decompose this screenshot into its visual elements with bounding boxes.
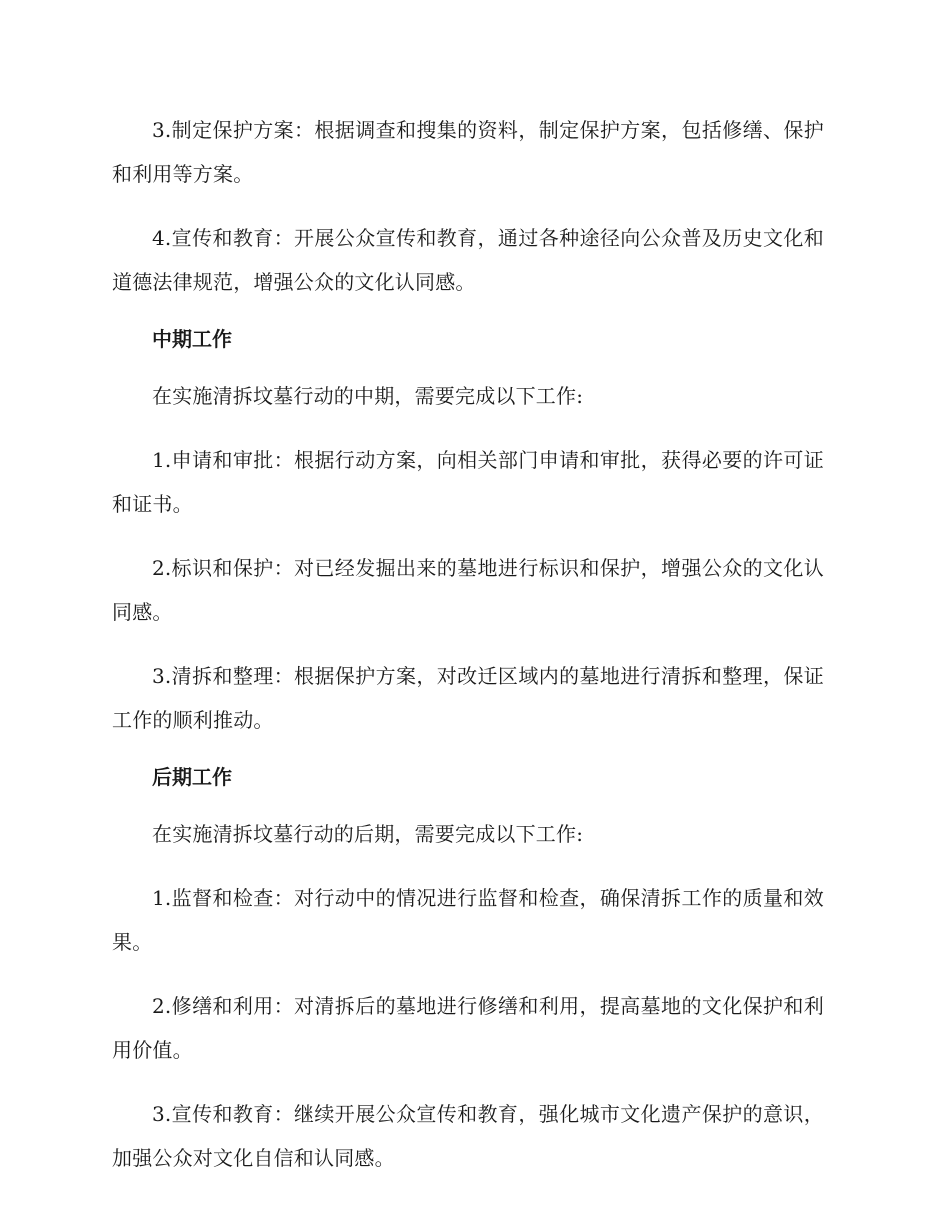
paragraph-protection-plan: 3.制定保护方案：根据调查和搜集的资料，制定保护方案，包括修缮、保护和利用等方案。 [112, 118, 824, 186]
paragraph-supervision-inspection: 1.监督和检查：对行动中的情况进行监督和检查，确保清拆工作的质量和效果。 [112, 886, 824, 954]
paragraph-late-term-intro: 在实施清拆坟墓行动的后期，需要完成以下工作: [152, 822, 584, 846]
document-page [112, 108, 824, 1200]
paragraph-marking-protection: 2.标识和保护：对已经发掘出来的墓地进行标识和保护，增强公众的文化认同感。 [112, 556, 824, 624]
paragraph-application-approval: 1.申请和审批：根据行动方案，向相关部门申请和审批，获得必要的许可证和证书。 [112, 448, 824, 516]
paragraph-continued-publicity: 3.宣传和教育：继续开展公众宣传和教育，强化城市文化遗产保护的意识，加强公众对文化自信和认同感。 [112, 1102, 824, 1170]
paragraph-repair-utilization: 2.修缮和利用：对清拆后的墓地进行修缮和利用，提高墓地的文化保护和利用价值。 [112, 994, 824, 1062]
heading-mid-term: 中期工作 [152, 327, 232, 351]
paragraph-mid-term-intro: 在实施清拆坟墓行动的中期，需要完成以下工作: [152, 384, 584, 408]
heading-late-term: 后期工作 [152, 765, 232, 789]
paragraph-clearing-organizing: 3.清拆和整理：根据保护方案，对改迁区域内的墓地进行清拆和整理，保证工作的顺利推动。 [112, 664, 824, 732]
paragraph-publicity-education: 4.宣传和教育：开展公众宣传和教育，通过各种途径向公众普及历史文化和道德法律规范，增强公众的文化认同感。 [112, 226, 824, 294]
